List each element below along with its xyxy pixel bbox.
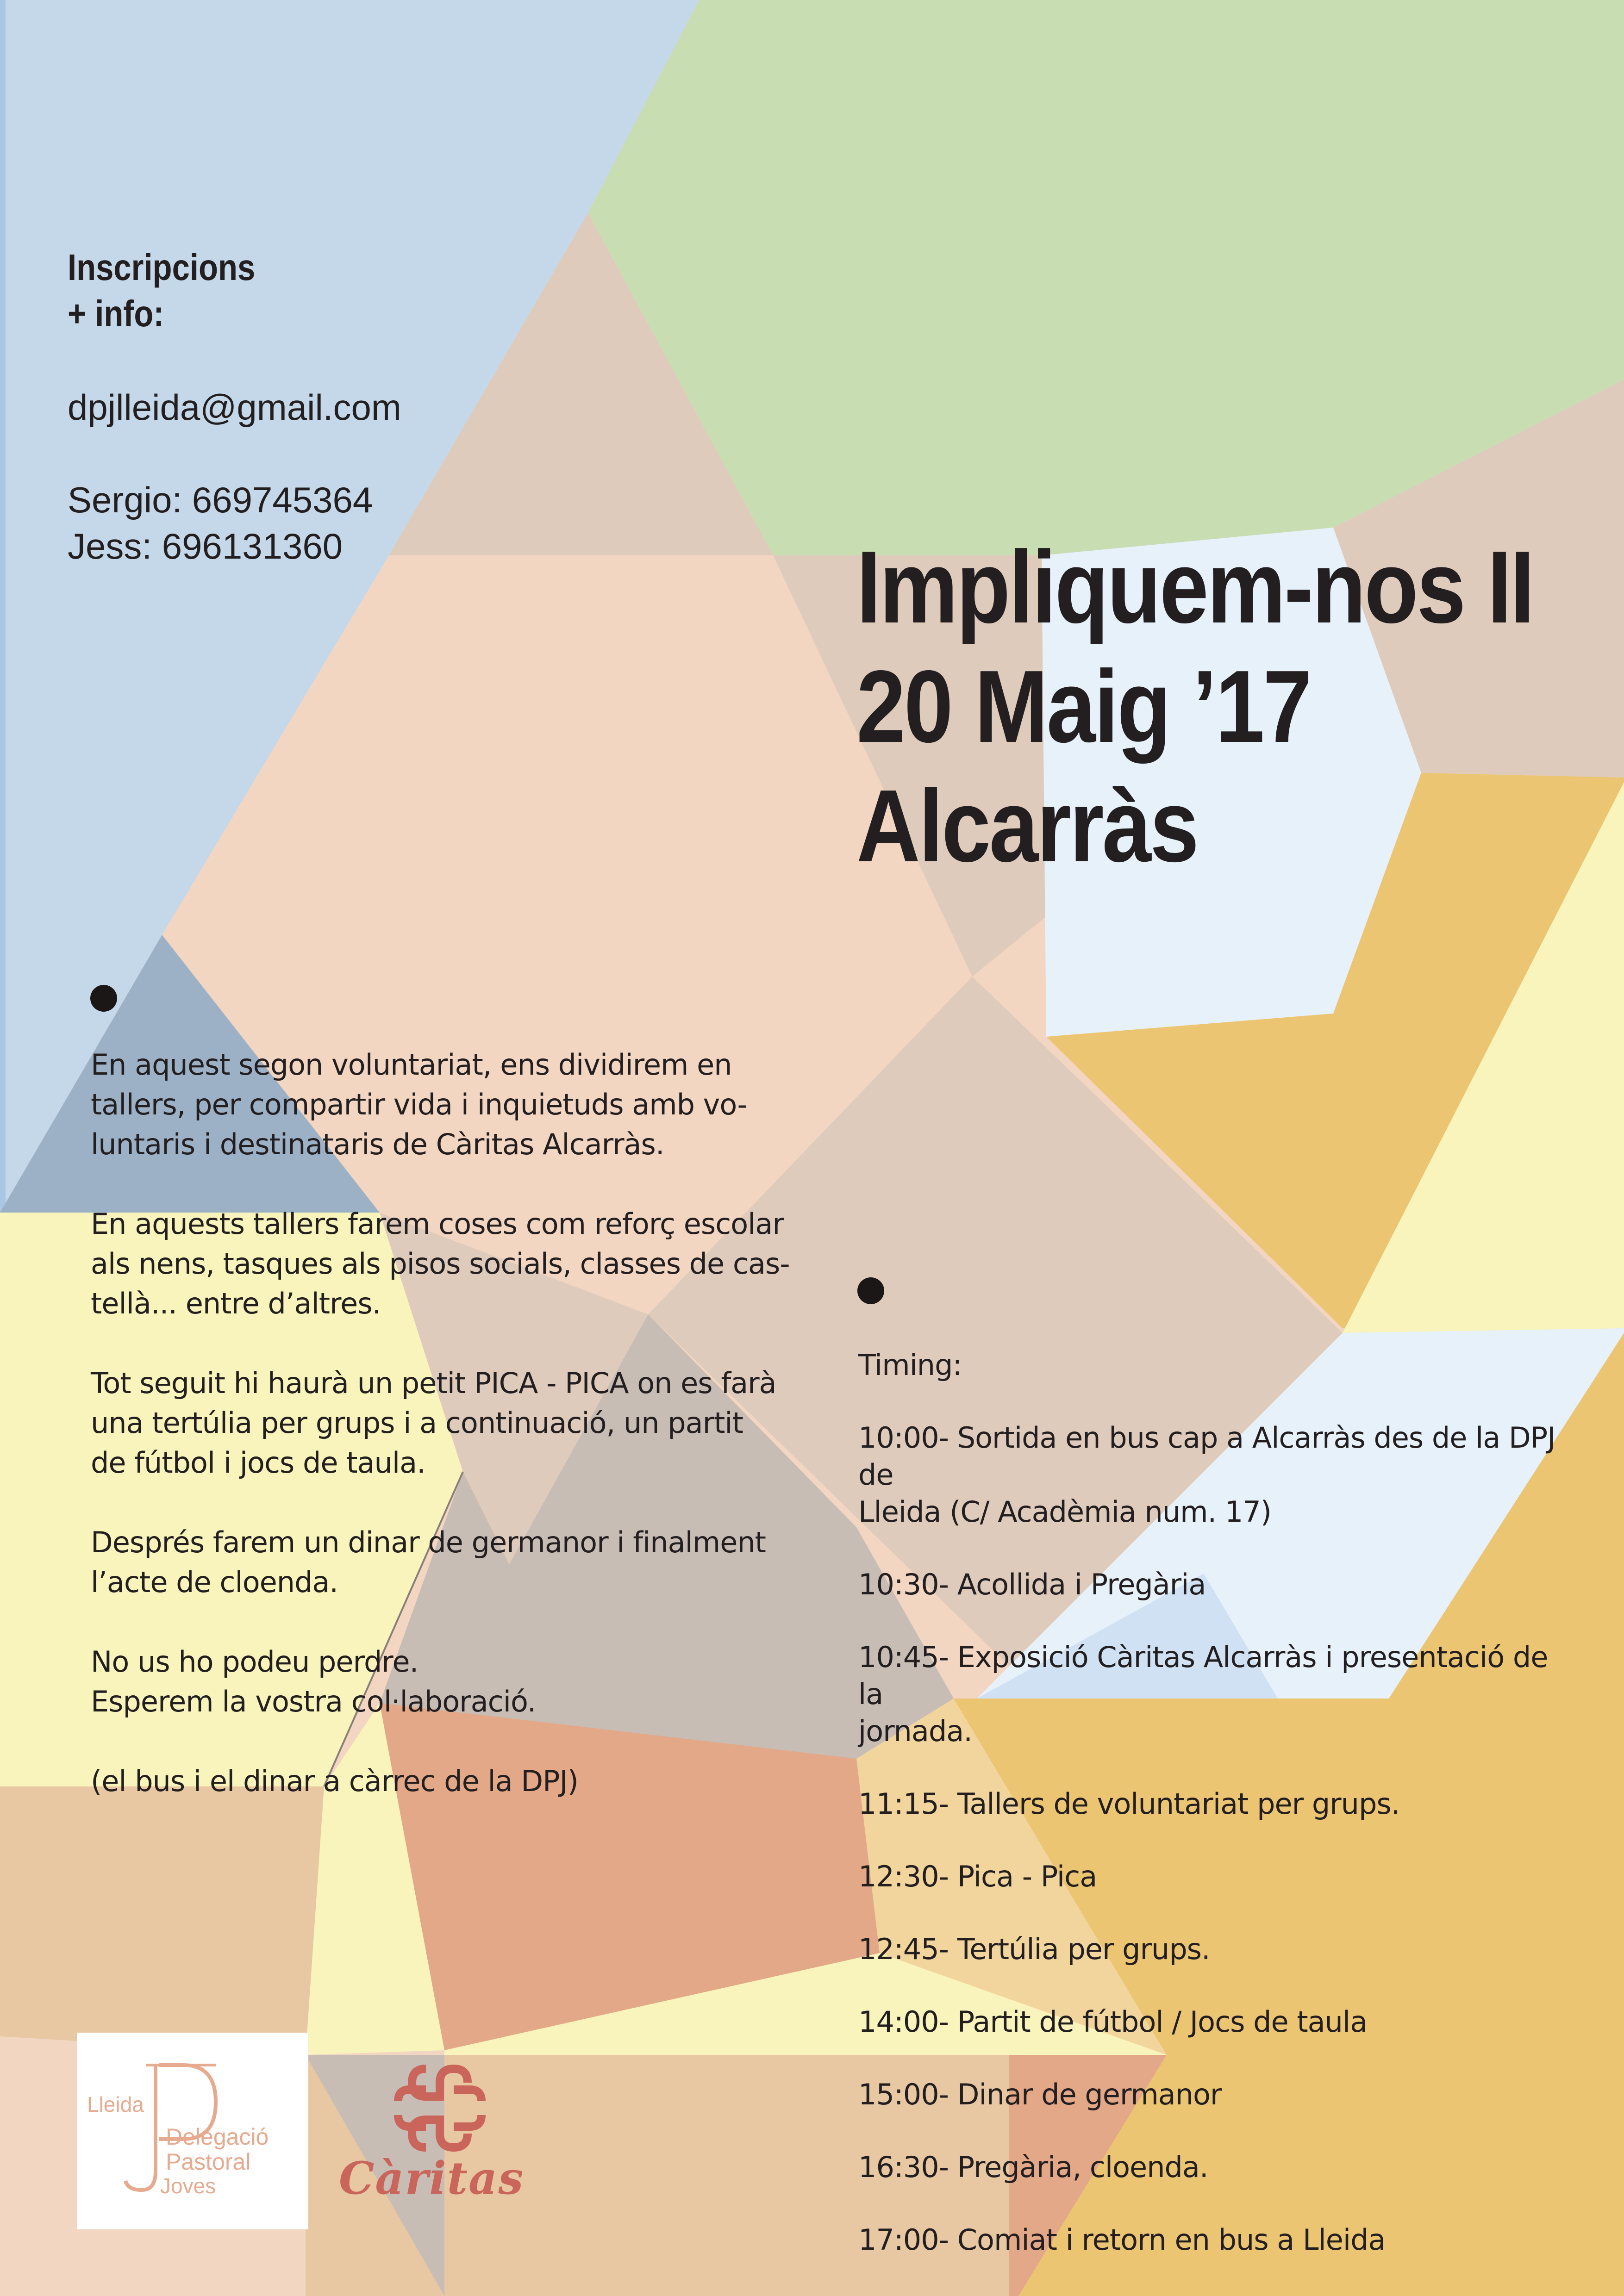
caritas-logo	[338, 2055, 542, 2203]
description-paragraph: Després farem un dinar de germanor i finalment l’acte de cloenda.	[91, 1525, 766, 1599]
schedule-item: 12:30- Pica - Pica	[858, 1860, 1097, 1893]
schedule-item: 10:30- Acollida i Pregària	[858, 1568, 1206, 1601]
schedule-item: 14:00- Partit de fútbol / Jocs de taula	[858, 2005, 1368, 2039]
contact-heading-line1: Inscripcions	[68, 247, 256, 288]
schedule-item: 12:45- Tertúlia per grups.	[858, 1932, 1210, 1966]
dpj-word-delegacio: Delegació	[166, 2124, 269, 2150]
schedule-block	[858, 1347, 1580, 2294]
event-title	[856, 528, 1533, 886]
description-paragraph: En aquest segon voluntariat, ens dividirem en tallers, per compartir vida i inquietuds amb vo- luntaris i destinataris de Càritas Alcarràs.	[91, 1048, 747, 1161]
schedule-heading: Timing:	[858, 1348, 962, 1382]
event-title-place: Alcarràs	[856, 769, 1198, 884]
schedule-item: 16:30- Pregària, cloenda.	[858, 2150, 1208, 2184]
dpj-word-lleida: Lleida	[87, 2092, 144, 2116]
contact-email[interactable]: dpjlleida@gmail.com	[68, 387, 401, 428]
bullet-dot-description	[90, 985, 117, 1012]
description-paragraph: (el bus i el dinar a càrrec de la DPJ)	[91, 1764, 578, 1798]
dpj-word-joves: Joves	[160, 2174, 216, 2198]
schedule-item: 17:00- Comiat i retorn en bus a Lleida	[858, 2223, 1386, 2257]
description-paragraph: En aquests tallers farem coses com reforç escolar als nens, tasques als pisos socials, classes de cas- tellà... entre d’altres.	[91, 1207, 790, 1320]
caritas-wordmark: Càritas	[339, 2152, 525, 2204]
bullet-dot-schedule	[857, 1277, 884, 1304]
description-paragraph: No us ho podeu perdre. Esperem la vostra col·laboració.	[91, 1645, 536, 1718]
schedule-item: 11:15- Tallers de voluntariat per grups.	[858, 1787, 1400, 1821]
contact-phone-jess: Jess: 696131360	[68, 526, 343, 566]
contact-phone-sergio[interactable]: Sergio: 669745364	[68, 479, 373, 520]
event-title-name: Impliquem-nos II	[856, 530, 1533, 645]
description-paragraph: Tot seguit hi haurà un petit PICA - PICA on es farà una tertúlia per grups i a continuació, un partit de fútbol i jocs de taula.	[91, 1366, 776, 1480]
contact-heading-line2: + info:	[68, 293, 164, 334]
event-title-date: 20 Maig ’17	[856, 649, 1311, 764]
caritas-cross-icon	[338, 2055, 542, 2157]
schedule-item: 10:00- Sortida en bus cap a Alcarràs des de la DPJ de Lleida (C/ Acadèmia num. 17)	[858, 1421, 1555, 1529]
schedule-item: 10:45- Exposició Càritas Alcarràs i presentació de la jornada.	[858, 1640, 1548, 1748]
description-block	[91, 1045, 794, 1841]
dpj-logo	[77, 2033, 308, 2229]
contact-heading	[68, 244, 255, 337]
dpj-word-pastoral: Pastoral	[166, 2149, 251, 2175]
schedule-item: 15:00- Dinar de germanor	[858, 2078, 1222, 2111]
